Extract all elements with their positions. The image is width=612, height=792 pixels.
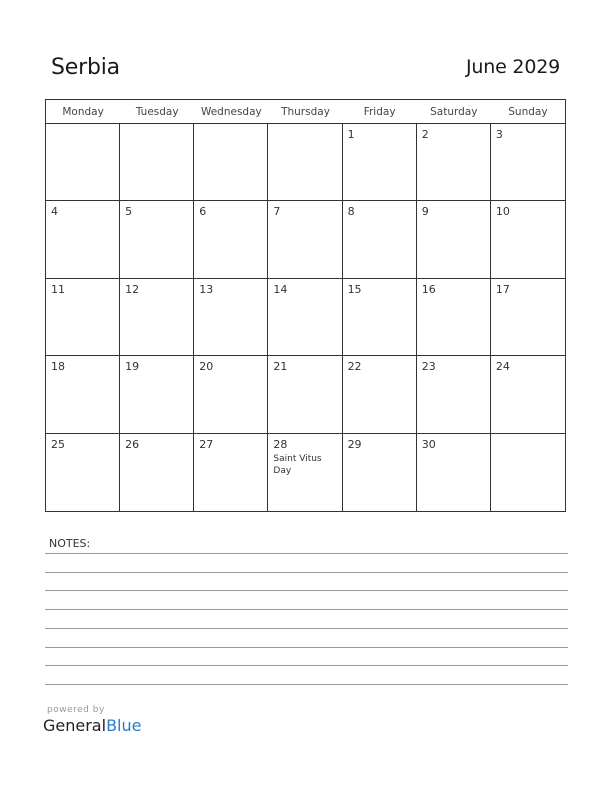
day-cell <box>343 201 417 278</box>
note-line <box>45 647 568 648</box>
day-number: 10 <box>495 205 510 219</box>
day-number: 1 <box>347 128 355 141</box>
day-number: 29 <box>347 437 362 451</box>
brand-general-text: General <box>43 716 107 735</box>
day-cell <box>46 356 120 433</box>
day-cell <box>417 124 491 201</box>
day-number: 23 <box>421 360 436 374</box>
day-cell <box>46 124 120 201</box>
day-cell <box>194 356 268 433</box>
weekday-tuesday: Tuesday <box>135 106 179 118</box>
note-line <box>45 609 568 610</box>
note-line <box>45 684 568 685</box>
day-cell <box>343 434 417 511</box>
day-cell <box>343 356 417 433</box>
day-number: 18 <box>51 360 65 374</box>
day-number: 7 <box>273 205 281 219</box>
day-cell <box>120 201 194 278</box>
day-cell <box>120 279 194 356</box>
day-cell <box>268 356 342 433</box>
brand-blue-text: Blue <box>106 716 142 735</box>
day-cell <box>491 124 565 201</box>
day-number: 25 <box>51 437 65 451</box>
weekday-sunday: Sunday <box>508 106 548 118</box>
calendar-grid <box>45 99 566 512</box>
day-cell <box>120 124 194 201</box>
country-title: Serbia <box>51 55 120 80</box>
day-cell <box>417 434 491 511</box>
day-cell <box>343 279 417 356</box>
day-cell <box>268 279 342 356</box>
note-line <box>45 553 568 554</box>
day-number: 6 <box>199 205 207 219</box>
day-cell <box>194 279 268 356</box>
day-cell <box>491 356 565 433</box>
day-cell <box>491 279 565 356</box>
day-number: 20 <box>199 360 214 374</box>
note-line <box>45 665 568 666</box>
day-number: 17 <box>495 282 510 296</box>
brand-logo[interactable] <box>43 716 141 735</box>
day-number: 5 <box>125 205 133 219</box>
note-line <box>45 572 568 573</box>
day-number: 16 <box>421 282 436 296</box>
day-cell <box>194 201 268 278</box>
day-cell <box>268 201 342 278</box>
day-cell <box>120 356 194 433</box>
weekday-thursday: Thursday <box>281 106 330 118</box>
day-number: 15 <box>347 282 362 296</box>
day-cell <box>120 434 194 511</box>
day-cell <box>194 434 268 511</box>
day-number: 14 <box>273 282 288 296</box>
day-number: 28 <box>273 437 288 451</box>
day-number: 24 <box>495 360 510 374</box>
day-cell <box>417 201 491 278</box>
day-number: 11 <box>51 282 65 296</box>
day-number: 26 <box>125 437 140 451</box>
day-cell <box>268 124 342 201</box>
notes-label: NOTES: <box>49 537 91 550</box>
day-number: 9 <box>421 205 429 219</box>
day-cell <box>343 124 417 201</box>
holiday-label: Saint Vitus Day <box>273 453 322 476</box>
month-year-title: June 2029 <box>466 56 560 78</box>
weekday-header-row <box>46 100 565 124</box>
day-cell <box>491 201 565 278</box>
day-number: 13 <box>199 282 214 296</box>
weekday-monday: Monday <box>62 106 104 118</box>
day-number: 19 <box>125 360 140 374</box>
day-number: 12 <box>125 282 140 296</box>
day-number: 8 <box>347 205 355 219</box>
powered-by-text: powered by <box>47 705 105 715</box>
day-cell <box>194 124 268 201</box>
day-number: 30 <box>421 437 436 451</box>
note-line <box>45 590 568 591</box>
weekday-saturday: Saturday <box>430 106 478 118</box>
day-number: 27 <box>199 437 214 451</box>
day-cell <box>46 434 120 511</box>
day-cell <box>46 201 120 278</box>
day-cell <box>417 279 491 356</box>
day-cell <box>268 434 342 511</box>
day-number: 2 <box>421 128 429 141</box>
weekday-friday: Friday <box>363 106 396 118</box>
note-line <box>45 628 568 629</box>
day-number: 4 <box>51 205 58 219</box>
day-grid <box>46 124 565 511</box>
day-number: 22 <box>347 360 362 374</box>
day-cell <box>491 434 565 511</box>
day-number: 3 <box>495 128 503 141</box>
day-cell <box>417 356 491 433</box>
day-number: 21 <box>273 360 288 374</box>
weekday-wednesday: Wednesday <box>200 106 262 118</box>
day-cell <box>46 279 120 356</box>
